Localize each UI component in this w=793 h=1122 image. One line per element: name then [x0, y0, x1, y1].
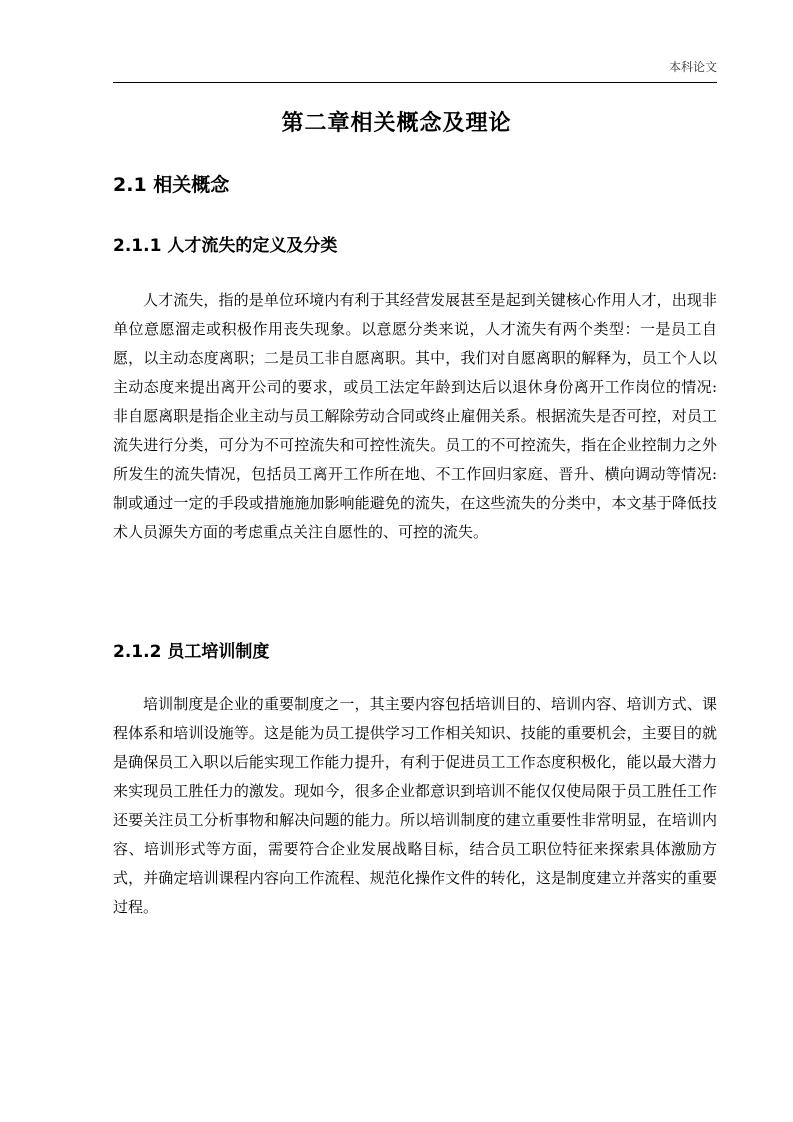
header-divider	[113, 82, 717, 83]
header-label: 本科论文	[668, 60, 717, 74]
subsection-heading-2-1-2: 2.1.2 员工培训制度	[113, 642, 270, 662]
section-heading-2-1: 2.1 相关概念	[113, 174, 230, 196]
subsection-heading-2-1-1: 2.1.1 人才流失的定义及分类	[113, 236, 338, 256]
paragraph-training-system: 培训制度是企业的重要制度之一，其主要内容包括培训目的、培训内容、培训方式、课程体系和培训设施等。这是能为员工提供学习工作相关知识、技能的重要机会，主要目的就是确保员工入职以后能实现工作能力提升，有利于促进员工工作态度积极化，能以最大潜力来实现员工胜任力的激发。现如今，很多企业都意识到培训不能仅仅使局限于员工胜任工作还要关注员工分析事物和解决问题的能力。所以培训制度的建立重要性非常明显，在培训内容、培训形式等方面，需要符合企业发展战略目标，结合员工职位特征来探索具体激励方式，并确定培训课程内容向工作流程、规范化操作文件的转化，这是制度建立并落实的重要过程。	[113, 695, 717, 916]
chapter-title: 第二章相关概念及理论	[281, 111, 512, 136]
paragraph-talent-loss: 人才流失，指的是单位环境内有利于其经营发展甚至是起到关键核心作用人才，出现非单位意愿溜走或积极作用丧失现象。以意愿分类来说，人才流失有两个类型：一是员工自愿，以主动态度离职；二是员工非自愿离职。其中，我们对自愿离职的解释为，员工个人以主动态度来提出离开公司的要求，或员工法定年龄到达后以退休身份离开工作岗位的情况:非自愿离职是指企业主动与员工解除劳动合同或终止雇佣关系。根据流失是否可控，对员工流失进行分类，可分为不可控流失和可控性流失。员工的不可控流失，指在企业控制力之外所发生的流失情况，包括员工离开工作所在地、不工作回归家庭、晋升、横向调动等情况:制或通过一定的手段或措施施加影响能避免的流失，在这些流失的分类中，本文基于降低技术人员源失方面的考虑重点关注自愿性的、可控的流失。	[113, 291, 717, 541]
